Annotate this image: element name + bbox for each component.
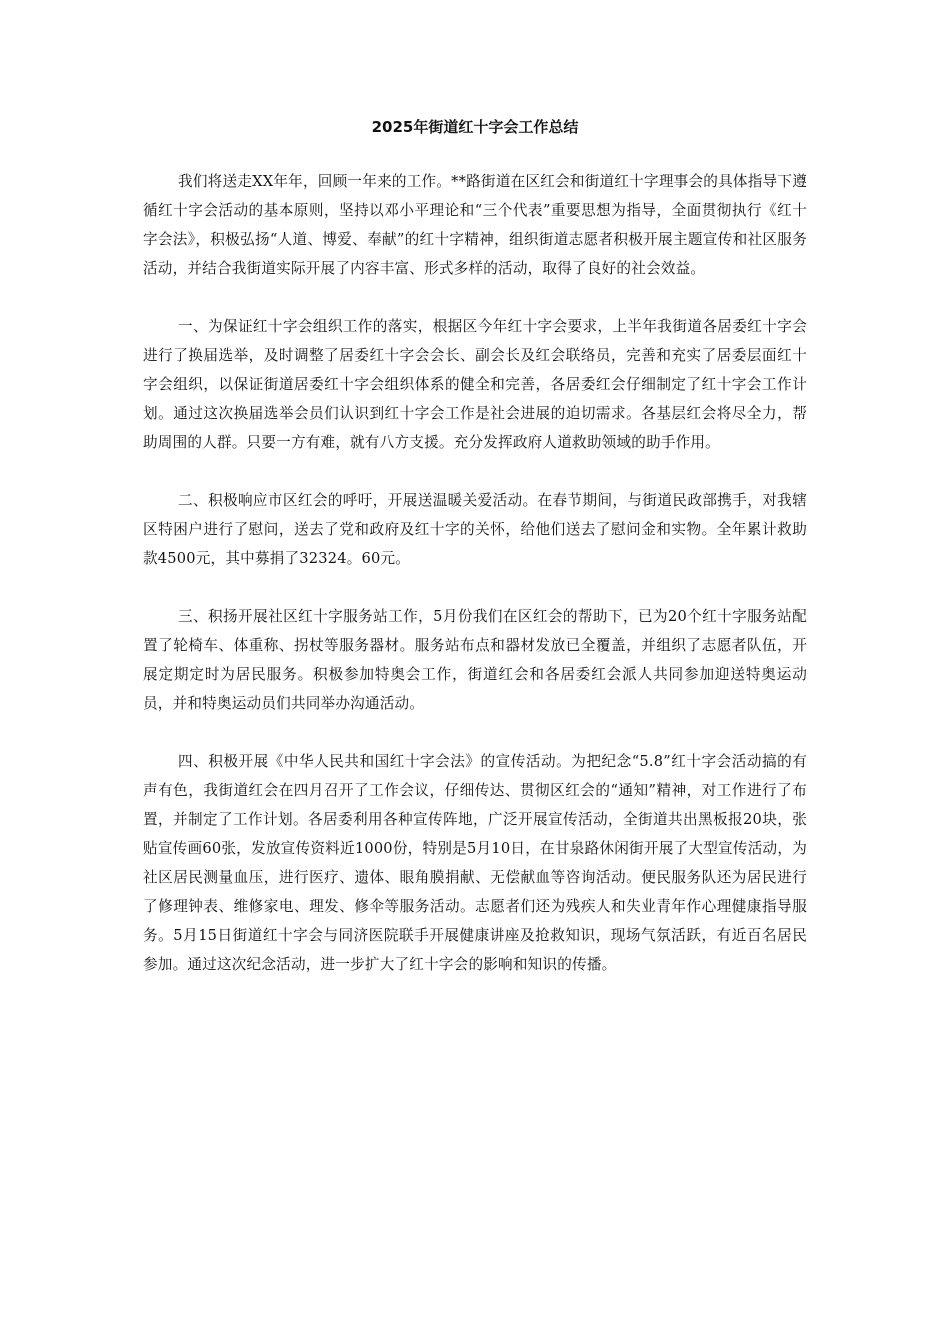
document-body <box>143 167 807 1008</box>
paragraph-service-stations: 三、积扬开展社区红十字服务站工作，5月份我们在区红会的帮助下，已为20个红十字服务站配置了轮椅车、体重称、拐杖等服务器材。服务站布点和器材发放已全覆盖，并组织了志愿者队伍，开展定期定时为居民服务。积极参加特奥会工作，街道红会和各居委红会派人共同参加迎送特奥运动员，并和特奥运动员们共同举办沟通活动。 <box>143 608 807 712</box>
paragraph-relief: 二、积极响应市区红会的呼吁，开展送温暖关爱活动。在春节期间，与街道民政部携手，对我辖区特困户进行了慰问，送去了党和政府及红十字的关怀，给他们送去了慰问金和实物。全年累计救助款4500元，其中募捐了32324。60元。 <box>143 492 807 567</box>
paragraph-publicity: 四、积极开展《中华人民共和国红十字会法》的宣传活动。为把纪念“5.8”红十字会活动搞的有声有色，我街道红会在四月召开了工作会议，仔细传达、贯彻区红会的“通知”精神，对工作进行了布置，并制定了工作计划。各居委利用各种宣传阵地，广泛开展宣传活动，全街道共出黑板报20块，张贴宣传画60张，发放宣传资料近1000份，特别是5月10日，在甘泉路休闲街开展了大型宣传活动，为社区居民测量血压，进行医疗、遗体、眼角膜捐献、无偿献血等咨询活动。便民服务队还为居民进行了修理钟表、维修家电、理发、修伞等服务活动。志愿者们还为残疾人和失业青年作心理健康指导服务。5月15日街道红十字会与同济医院联手开展健康讲座及抢救知识，现场气氛活跃，有近百名居民参加。通过这次纪念活动，进一步扩大了红十字会的影响和知识的传播。 <box>143 753 807 973</box>
paragraph-intro: 我们将送走XX年年，回顾一年来的工作。**路街道在区红会和街道红十字理事会的具体指导下遵循红十字会活动的基本原则，坚持以邓小平理论和“三个代表”重要思想为指导，全面贯彻执行《红十字会法》，积极弘扬“人道、博爱、奉献”的红十字精神，组织街道志愿者积极开展主题宣传和社区服务活动，并结合我街道实际开展了内容丰富、形式多样的活动，取得了良好的社会效益。 <box>143 173 807 277</box>
paragraph-organization: 一、为保证红十字会组织工作的落实，根据区今年红十字会要求，上半年我街道各居委红十字会进行了换届选举，及时调整了居委红十字会会长、副会长及红会联络员，完善和充实了居委层面红十字会组织，以保证街道居委红十字会组织体系的健全和完善，各居委红会仔细制定了红十字会工作计划。通过这次换届选举会员们认识到红十字会工作是社会进展的迫切需求。各基层红会将尽全力，帮助周围的人群。只要一方有难，就有八方支援。充分发挥政府人道救助领域的助手作用。 <box>143 318 807 451</box>
document-title: 2025年街道红十字会工作总结 <box>371 118 579 136</box>
